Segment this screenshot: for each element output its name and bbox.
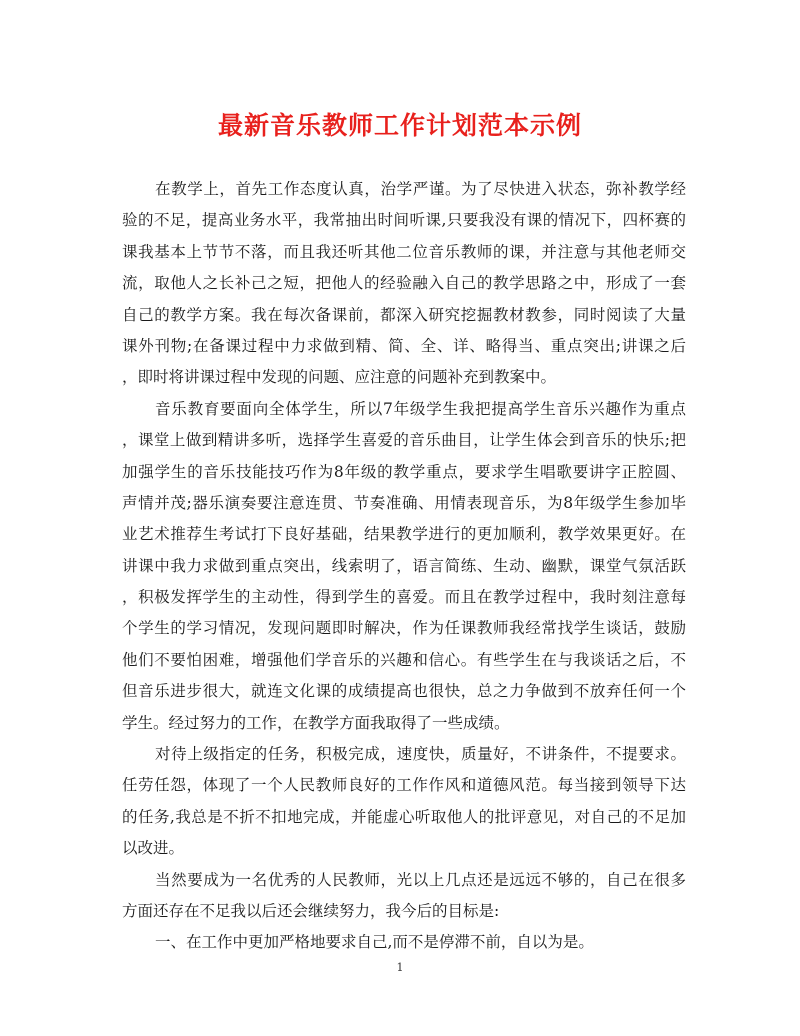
paragraph-2-line-4: 声情并茂;器乐演奏要注意连贯、节奏准确、用情表现音乐，为8年级学生参加毕 — [122, 493, 686, 512]
paragraph-2-line-5: 业艺术推荐生考试打下良好基础，结果教学进行的更加顺利，教学效果更好。在 — [122, 525, 686, 544]
paragraph-2-line-3: 加强学生的音乐技能技巧作为8年级的教学重点，要求学生唱歌要讲字正腔圆、 — [122, 462, 686, 481]
paragraph-1-line-5: 自己的教学方案。我在每次备课前，都深入研究挖掘教材教参，同时阅读了大量 — [122, 305, 686, 324]
page-number: 1 — [396, 961, 404, 974]
paragraph-1-line-7: ，即时将讲课过程中发现的问题、应注意的问题补充到教案中。 — [122, 368, 557, 387]
paragraph-5-line-1: 一、在工作中更加严格地要求自己,而不是停滞不前，自以为是。 — [155, 933, 594, 952]
paragraph-2-line-9: 他们不要怕困难，增强他们学音乐的兴趣和信心。有些学生在与我谈话之后，不 — [122, 650, 686, 669]
paragraph-2-line-2: ，课堂上做到精讲多听，选择学生喜爱的音乐曲目，让学生体会到音乐的快乐;把 — [122, 431, 686, 450]
paragraph-2-line-6: 讲课中我力求做到重点突出，线索明了，语言简练、生动、幽默，课堂气氛活跃 — [122, 556, 686, 575]
paragraph-4-line-2: 方面还存在不足我以后还会继续努力，我今后的目标是: — [122, 901, 500, 920]
paragraph-3-line-2: 任劳任怨，体现了一个人民教师良好的工作作风和道德风范。每当接到领导下达 — [122, 776, 686, 795]
paragraph-3-line-3: 的任务,我总是不折不扣地完成，并能虚心听取他人的批评意见，对自己的不足加 — [122, 807, 686, 826]
paragraph-1-line-6: 课外刊物;在备课过程中力求做到精、简、全、详、略得当、重点突出;讲课之后 — [122, 336, 686, 355]
paragraph-1-line-4: 流，取他人之长补己之短，把他人的经验融入自己的教学思路之中，形成了一套 — [122, 274, 686, 293]
paragraph-4-line-1: 当然要成为一名优秀的人民教师，光以上几点还是远远不够的，自己在很多 — [155, 870, 686, 889]
document-body — [122, 174, 686, 959]
document-title: 最新音乐教师工作计划范本示例 — [217, 111, 582, 140]
paragraph-2-line-8: 个学生的学习情况，发现问题即时解决，作为任课教师我经常找学生谈话，鼓励 — [122, 619, 686, 638]
paragraph-2-line-10: 但音乐进步很大，就连文化课的成绩提高也很快，总之力争做到不放弃任何一个 — [122, 682, 686, 701]
paragraph-1-line-2: 验的不足，提高业务水平，我常抽出时间听课,只要我没有课的情况下，四杯赛的 — [122, 211, 686, 230]
paragraph-3-line-4: 以改进。 — [122, 839, 185, 858]
paragraph-3-line-1: 对待上级指定的任务，积极完成，速度快，质量好，不讲条件，不提要求。 — [155, 745, 686, 764]
paragraph-1-line-1: 在教学上，首先工作态度认真，治学严谨。为了尽快进入状态，弥补教学经 — [155, 180, 686, 198]
paragraph-2-line-7: ，积极发挥学生的主动性，得到学生的喜爱。而且在教学过程中，我时刻注意每 — [122, 588, 686, 607]
paragraph-1-line-3: 课我基本上节节不落，而且我还听其他二位音乐教师的课，并注意与其他老师交 — [122, 242, 686, 261]
paragraph-2-line-1: 音乐教育要面向全体学生，所以7年级学生我把提高学生音乐兴趣作为重点 — [155, 399, 686, 418]
paragraph-2-line-11: 学生。经过努力的工作，在教学方面我取得了一些成绩。 — [122, 713, 510, 732]
